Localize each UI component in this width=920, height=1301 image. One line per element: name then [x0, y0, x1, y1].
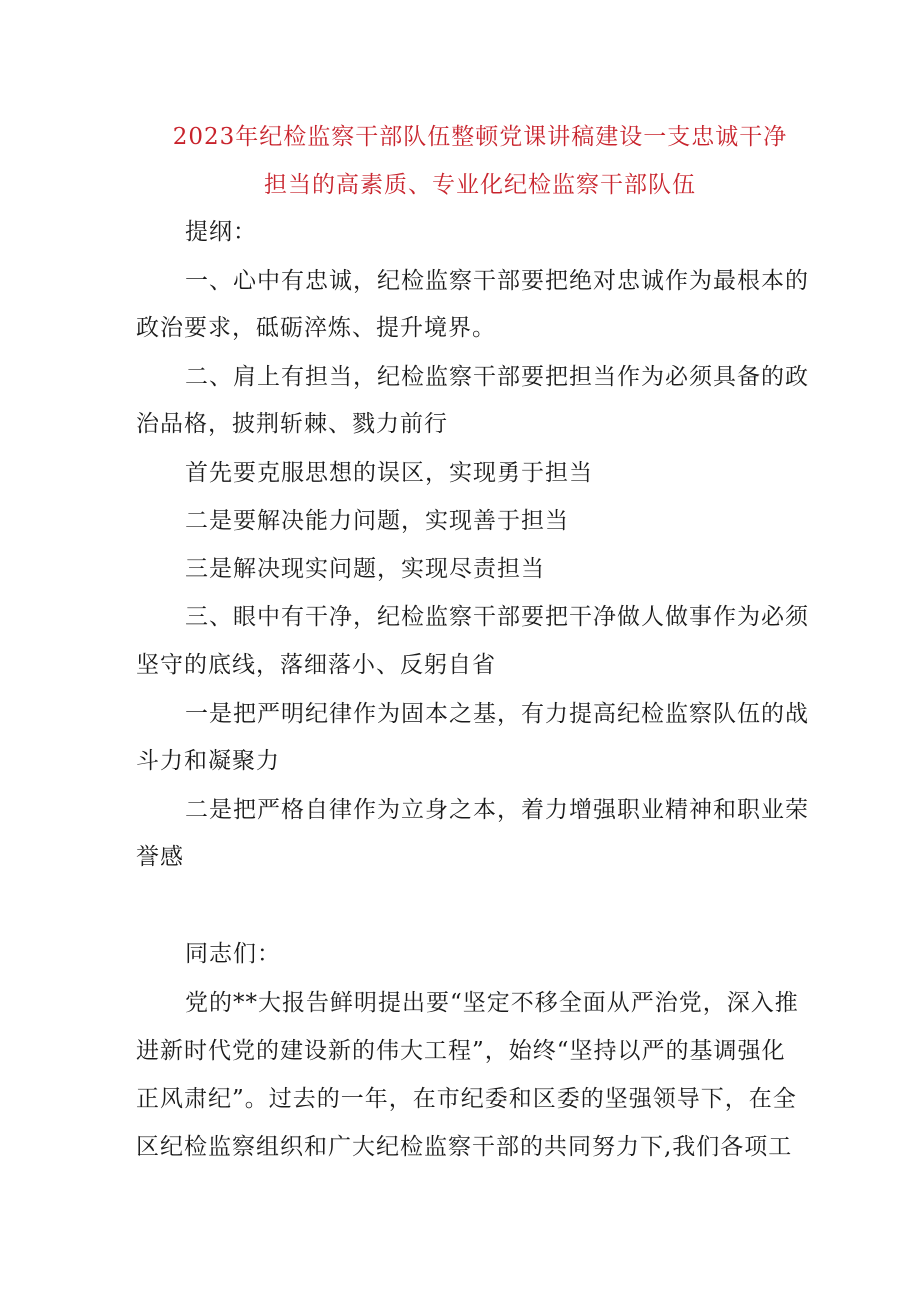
greeting: 同志们： — [185, 941, 281, 967]
sub-point-selfdiscipline-line-1: 二是把严格自律作为立身之本，着力增强职业精神和职业荣 — [185, 797, 809, 823]
body-paragraph-line-4: 区纪检监察组织和广大纪检监察干部的共同努力下,我们各项工 — [136, 1134, 793, 1160]
outline-label: 提纲： — [185, 219, 257, 245]
body-paragraph-line-2: 进新时代党的建设新的伟大工程”，始终“坚持以严的基调强化 — [136, 1038, 786, 1064]
sub-point-selfdiscipline-line-2: 誉感 — [136, 844, 184, 870]
document-title-line-2: 担当的高素质、专业化纪检监察干部队伍 — [264, 172, 696, 198]
body-paragraph-line-1: 党的**大报告鲜明提出要“坚定不移全面从严治党，深入推 — [185, 990, 799, 1016]
sub-point-first: 首先要克服思想的误区，实现勇于担当 — [185, 460, 593, 486]
outline-point-3-line-2: 坚守的底线，落细落小、反躬自省 — [136, 652, 496, 678]
outline-point-1-line-2: 政治要求，砥砺淬炼、提升境界。 — [136, 315, 496, 341]
body-paragraph-line-3: 正风肃纪”。过去的一年，在市纪委和区委的坚强领导下，在全 — [136, 1086, 797, 1112]
document-title-line-1: 2023年纪检监察干部队伍整顿党课讲稿建设一支忠诚干净 — [172, 124, 788, 150]
sub-point-discipline-line-2: 斗力和凝聚力 — [136, 748, 280, 774]
sub-point-third: 三是解决现实问题，实现尽责担当 — [185, 556, 545, 582]
outline-point-1-line-1: 一、心中有忠诚，纪检监察干部要把绝对忠诚作为最根本的 — [185, 268, 809, 294]
outline-point-2-line-1: 二、肩上有担当，纪检监察干部要把担当作为必须具备的政 — [185, 364, 809, 390]
outline-point-2-line-2: 治品格，披荆斩棘、戮力前行 — [136, 411, 448, 437]
sub-point-second: 二是要解决能力问题，实现善于担当 — [185, 508, 569, 534]
sub-point-discipline-line-1: 一是把严明纪律作为固本之基，有力提高纪检监察队伍的战 — [185, 701, 809, 727]
outline-point-3-line-1: 三、眼中有干净，纪检监察干部要把干净做人做事作为必须 — [185, 604, 809, 630]
